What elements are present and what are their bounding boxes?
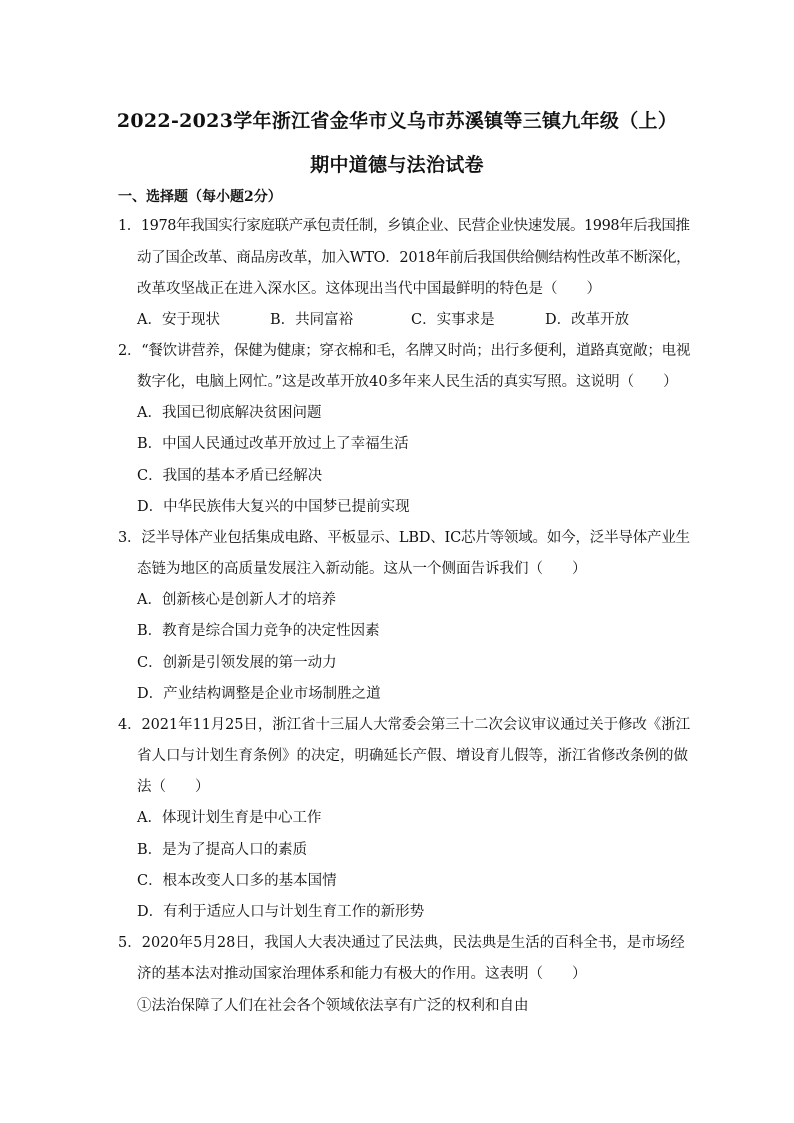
q1-option-d: D．改革开放	[545, 312, 630, 328]
q3-line-1: 3．泛半导体产业包括集成电路、平板显示、LBD、IC芯片等领域。如今，泛半导体产业生	[118, 530, 690, 546]
q4-line-1: 4．2021年11月25日，浙江省十三届人大常委会第三十二次会议审议通过关于修改《浙江	[118, 717, 691, 733]
q1-option-c: C．实事求是	[411, 312, 495, 328]
exam-title-line-1: 2022-2023学年浙江省金华市义乌市苏溪镇等三镇九年级（上）	[116, 110, 678, 132]
q4-option-d: D．有利于适应人口与计划生育工作的新形势	[137, 904, 425, 920]
q4-line-2: 省人口与计划生育条例》的决定，明确延长产假、增设育儿假等，浙江省修改条例的做	[137, 748, 688, 764]
q2-line-1: 2．“餐饮讲营养，保健为健康；穿衣棉和毛，名牌又时尚；出行多便利，道路真宽敞；电视	[118, 343, 691, 359]
q4-option-b: B．是为了提高人口的素质	[137, 842, 308, 858]
q1-line-3: 改革攻坚战正在进入深水区。这体现出当代中国最鲜明的特色是（ ）	[137, 281, 601, 297]
q1-line-2: 动了国企改革、商品房改革，加入WTO．2018年前后我国供给侧结构性改革不断深化，	[137, 250, 691, 266]
q2-line-2: 数字化，电脑上网忙。”这是改革开放40多年来人民生活的真实写照。这说明（ ）	[137, 374, 678, 390]
q5-line-2: 济的基本法对推动国家治理体系和能力有极大的作用。这表明（ ）	[137, 966, 587, 982]
q1-option-a: A．安于现状	[137, 312, 220, 328]
q5-statement-1: ①法治保障了人们在社会各个领域依法享有广泛的权利和自由	[137, 998, 529, 1014]
section-heading: 一、选择题（每小题2分）	[118, 189, 282, 205]
q2-option-c: C．我国的基本矛盾已经解决	[137, 468, 323, 484]
q3-option-a: A．创新核心是创新人才的培养	[137, 592, 336, 608]
q4-line-3: 法（ ）	[137, 779, 210, 795]
q3-option-d: D．产业结构调整是企业市场制胜之道	[137, 686, 381, 702]
q4-option-a: A．体现计划生育是中心工作	[137, 810, 322, 826]
q2-option-b: B．中国人民通过改革开放过上了幸福生活	[137, 436, 409, 452]
q3-option-c: C．创新是引领发展的第一动力	[137, 655, 337, 671]
q3-line-2: 态链为地区的高质量发展注入新动能。这从一个侧面告诉我们（ ）	[137, 561, 587, 577]
q5-line-1: 5．2020年5月28日，我国人大表决通过了民法典，民法典是生活的百科全书，是市场经	[118, 935, 685, 951]
q1-line-1: 1．1978年我国实行家庭联产承包责任制，乡镇企业、民营企业快速发展。1998年后我国推	[118, 218, 690, 234]
q3-option-b: B．教育是综合国力竞争的决定性因素	[137, 623, 380, 639]
q4-option-c: C．根本改变人口多的基本国情	[137, 873, 337, 889]
q1-option-b: B．共同富裕	[270, 312, 354, 328]
exam-title-line-2: 期中道德与法治试卷	[310, 154, 484, 176]
q2-option-d: D．中华民族伟大复兴的中国梦已提前实现	[137, 499, 410, 515]
q2-option-a: A．我国已彻底解决贫困问题	[137, 405, 322, 421]
